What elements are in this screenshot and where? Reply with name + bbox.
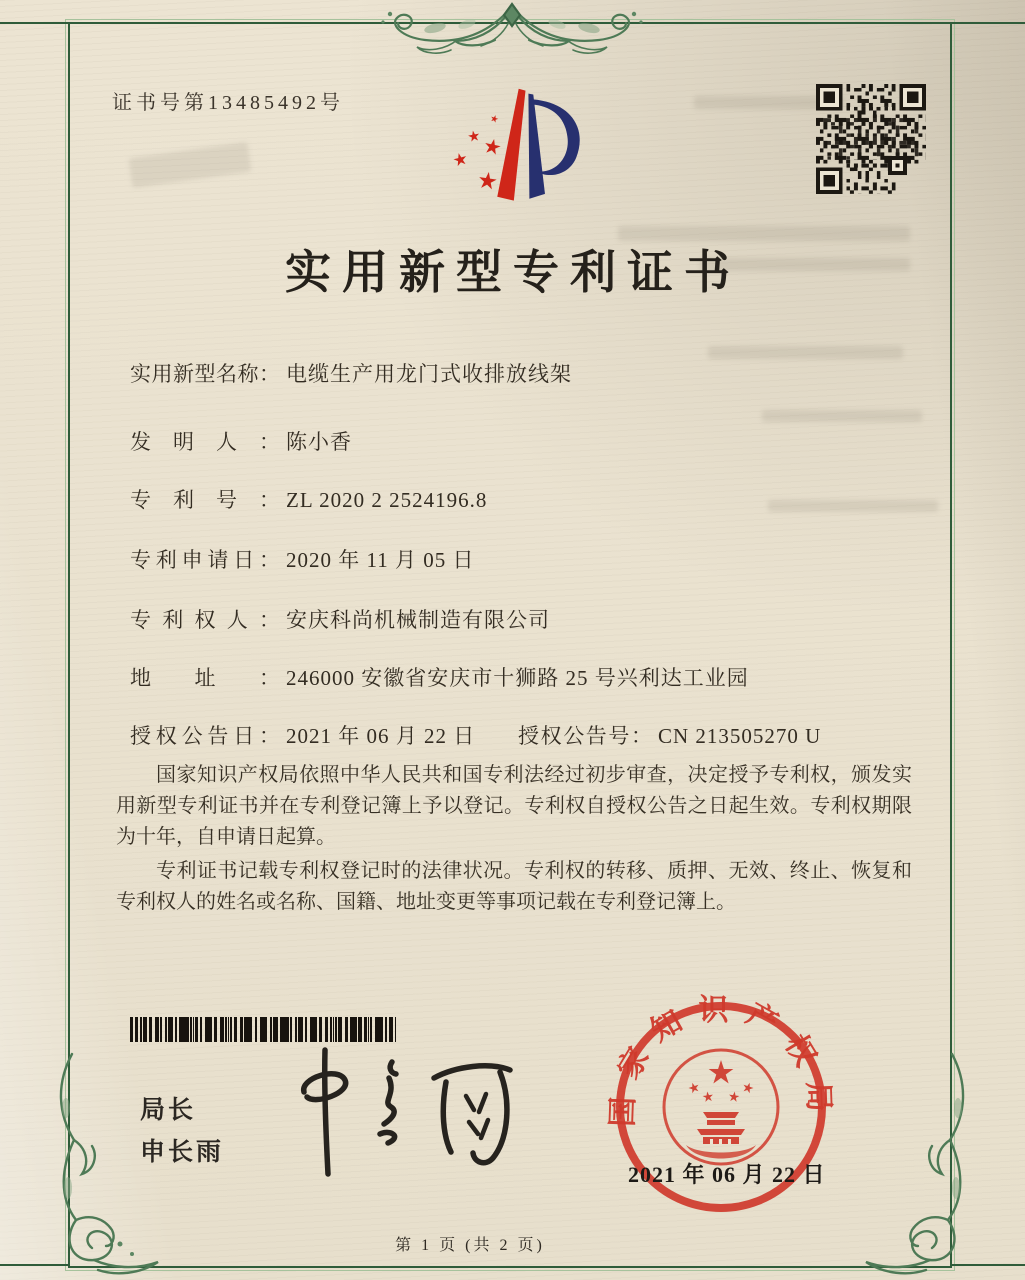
field-row-patent-number [130,484,487,514]
field-row-patentee [130,604,550,634]
field-value: 2021 年 06 月 22 日 [286,724,476,748]
cnipa-logo-icon [428,78,623,224]
page-indicator: 第 1 页 (共 2 页) [395,1237,545,1254]
field-row-grant-date [130,720,822,750]
signer-name: 申长雨 [140,1138,225,1166]
field-label: 发明人： [130,430,280,454]
field-label: 专利号： [130,488,280,512]
field-value: 2020 年 11 月 05 日 [286,548,475,572]
bleed-through-artifact [768,500,938,512]
field-value: 安庆科尚机械制造有限公司 [286,608,550,632]
field-label: 专利权人： [130,608,280,632]
field-value: 电缆生产用龙门式收排放线架 [286,362,572,386]
field-value: 246000 安徽省安庆市十狮路 25 号兴利达工业园 [286,666,749,690]
bleed-through-artifact [708,346,903,359]
field-label: 授权公告号： [518,724,652,748]
field-value: ZL 2020 2 2524196.8 [286,488,488,512]
field-label: 实用新型名称： [130,362,280,386]
bleed-through-artifact [762,410,922,422]
border-line-extension [0,22,68,24]
field-label: 授权公告日： [130,724,280,748]
field-grant-publication-number [518,720,821,750]
field-label: 专利申请日： [130,548,280,572]
certificate-title: 实用新型专利证书 [285,247,741,298]
qr-code [816,84,926,194]
field-label: 地址： [130,666,280,690]
certificate-number: 证书号第13485492号 [112,92,344,114]
seal-date: 2021 年 06 月 22 日 [628,1162,826,1187]
seal-agency-text: 国家知识产权局 [606,993,836,1128]
border-line-extension [950,22,1025,24]
field-row-filing-date [130,544,474,574]
legal-text-block [116,760,912,918]
field-row-inventor [130,426,352,456]
legal-paragraph-2: 专利证书记载专利权登记时的法律状况。专利权的转移、质押、无效、终止、恢复和专利权人的姓名或名称、国籍、地址变更等事项记载在专利登记簿上。 [116,860,912,913]
top-flourish-ornament-icon [297,0,727,56]
field-row-address [130,662,749,692]
signer-role: 局长 [140,1096,197,1124]
field-value: 陈小香 [286,430,352,454]
director-signature-icon [288,1038,528,1178]
legal-paragraph-1: 国家知识产权局依照中华人民共和国专利法经过初步审查，决定授予专利权，颁发实用新型专利证书并在专利登记簿上予以登记。专利权自授权公告之日起生效。专利权期限为十年，自申请日起算。 [116,764,912,848]
field-row-utility-model-name [130,358,572,388]
field-value: CN 213505270 U [658,724,822,748]
